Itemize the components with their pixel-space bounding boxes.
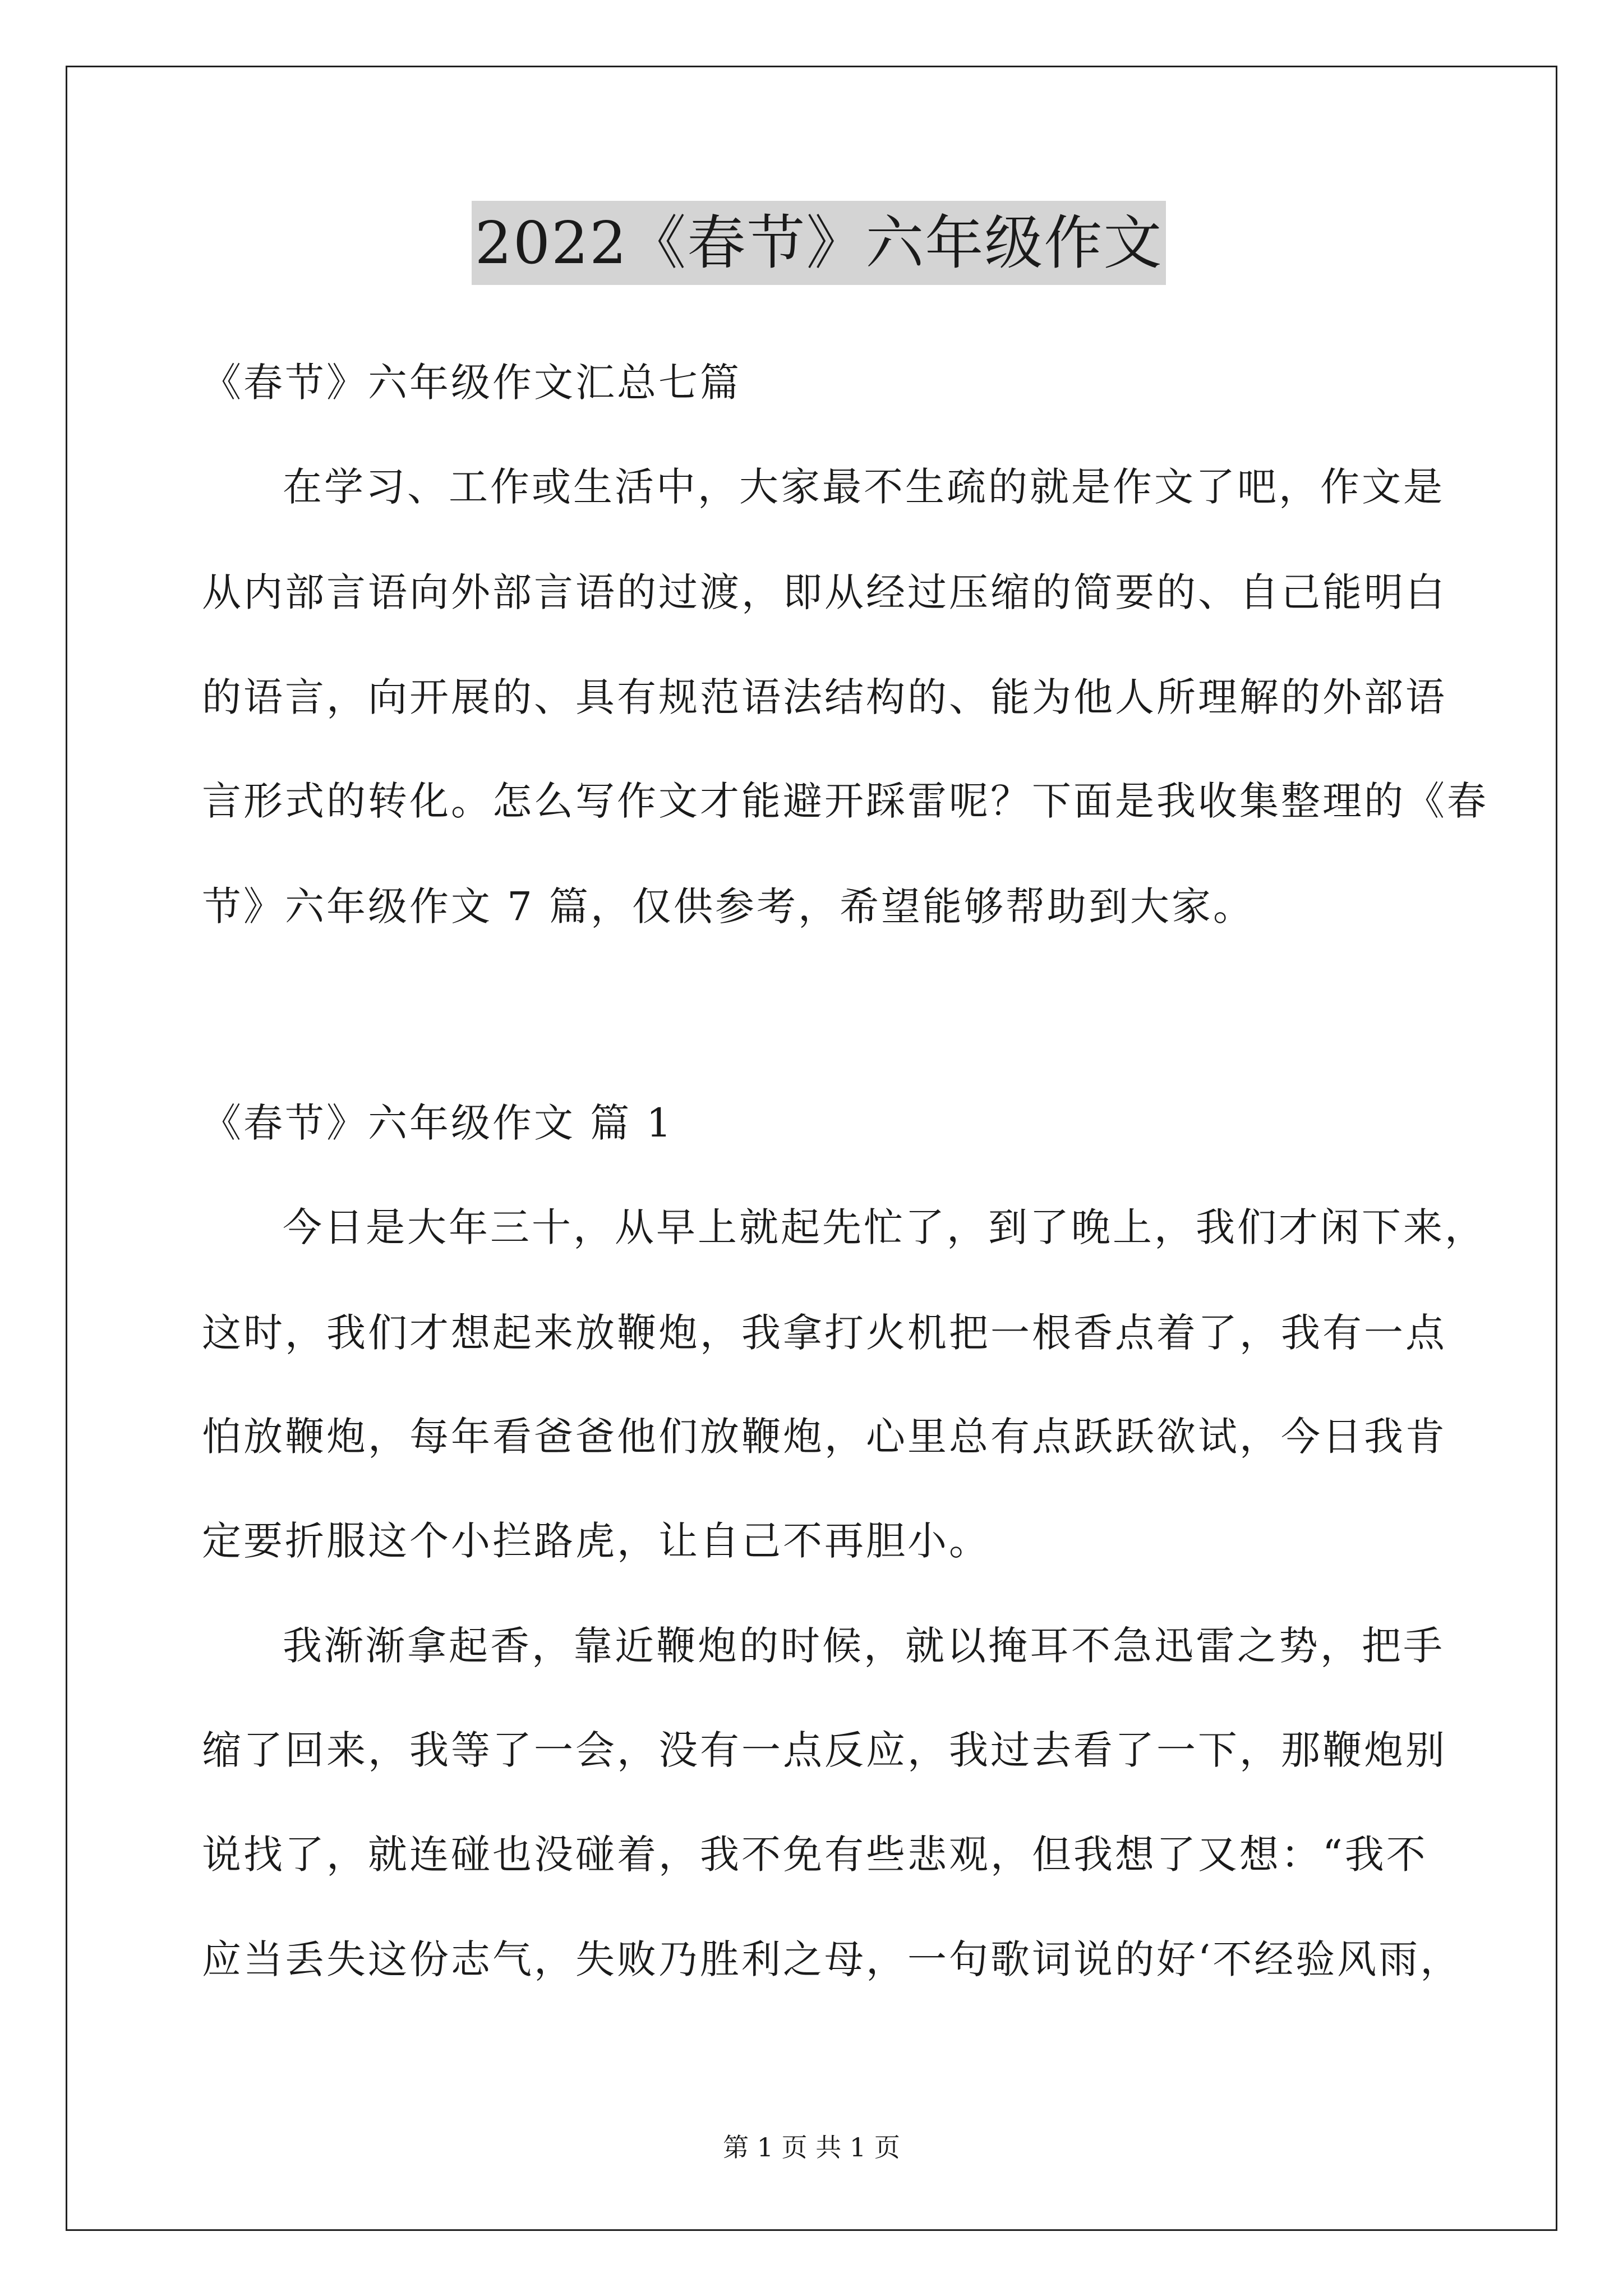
paragraph-line: 缩了回来，我等了一会，没有一点反应，我过去看了一下，那鞭炮别 (202, 1727, 1447, 1773)
intro-line: 从内部言语向外部言语的过渡，即从经过压缩的简要的、自己能明白 (202, 569, 1447, 615)
intro-line: 的语言，向开展的、具有规范语法结构的、能为他人所理解的外部语 (202, 674, 1447, 720)
paragraph-line: 今日是大年三十，从早上就起先忙了，到了晚上，我们才闲下来， (283, 1204, 1486, 1250)
document-title: 2022《春节》六年级作文 (472, 201, 1166, 285)
paragraph-line: 应当丢失这份志气，失败乃胜利之母，一句歌词说的好‘不经验风雨， (202, 1936, 1462, 1982)
intro-line: 在学习、工作或生活中，大家最不生疏的就是作文了吧，作文是 (283, 464, 1445, 510)
title-container (202, 201, 1436, 285)
paragraph-line: 定要折服这个小拦路虎，让自己不再胆小。 (202, 1518, 990, 1564)
paragraph-line: 这时，我们才想起来放鞭炮，我拿打火机把一根香点着了，我有一点 (202, 1310, 1447, 1356)
paragraph-line: 说找了，就连碰也没碰着，我不免有些悲观，但我想了又想：“我不 (202, 1832, 1428, 1878)
intro-line: 言形式的转化。怎么写作文才能避开踩雷呢？下面是我收集整理的《春 (202, 778, 1488, 824)
document-subtitle: 《春节》六年级作文汇总七篇 (202, 360, 741, 406)
page-footer: 第 1 页 共 1 页 (723, 2132, 900, 2162)
intro-line: 节》六年级作文 7 篇，仅供参考，希望能够帮助到大家。 (202, 884, 1255, 930)
section-heading: 《春节》六年级作文 篇 1 (202, 1100, 674, 1146)
paragraph-line: 怕放鞭炮，每年看爸爸他们放鞭炮，心里总有点跃跃欲试，今日我肯 (202, 1414, 1447, 1460)
paragraph-line: 我渐渐拿起香，靠近鞭炮的时候，就以掩耳不急迅雷之势，把手 (283, 1623, 1445, 1669)
